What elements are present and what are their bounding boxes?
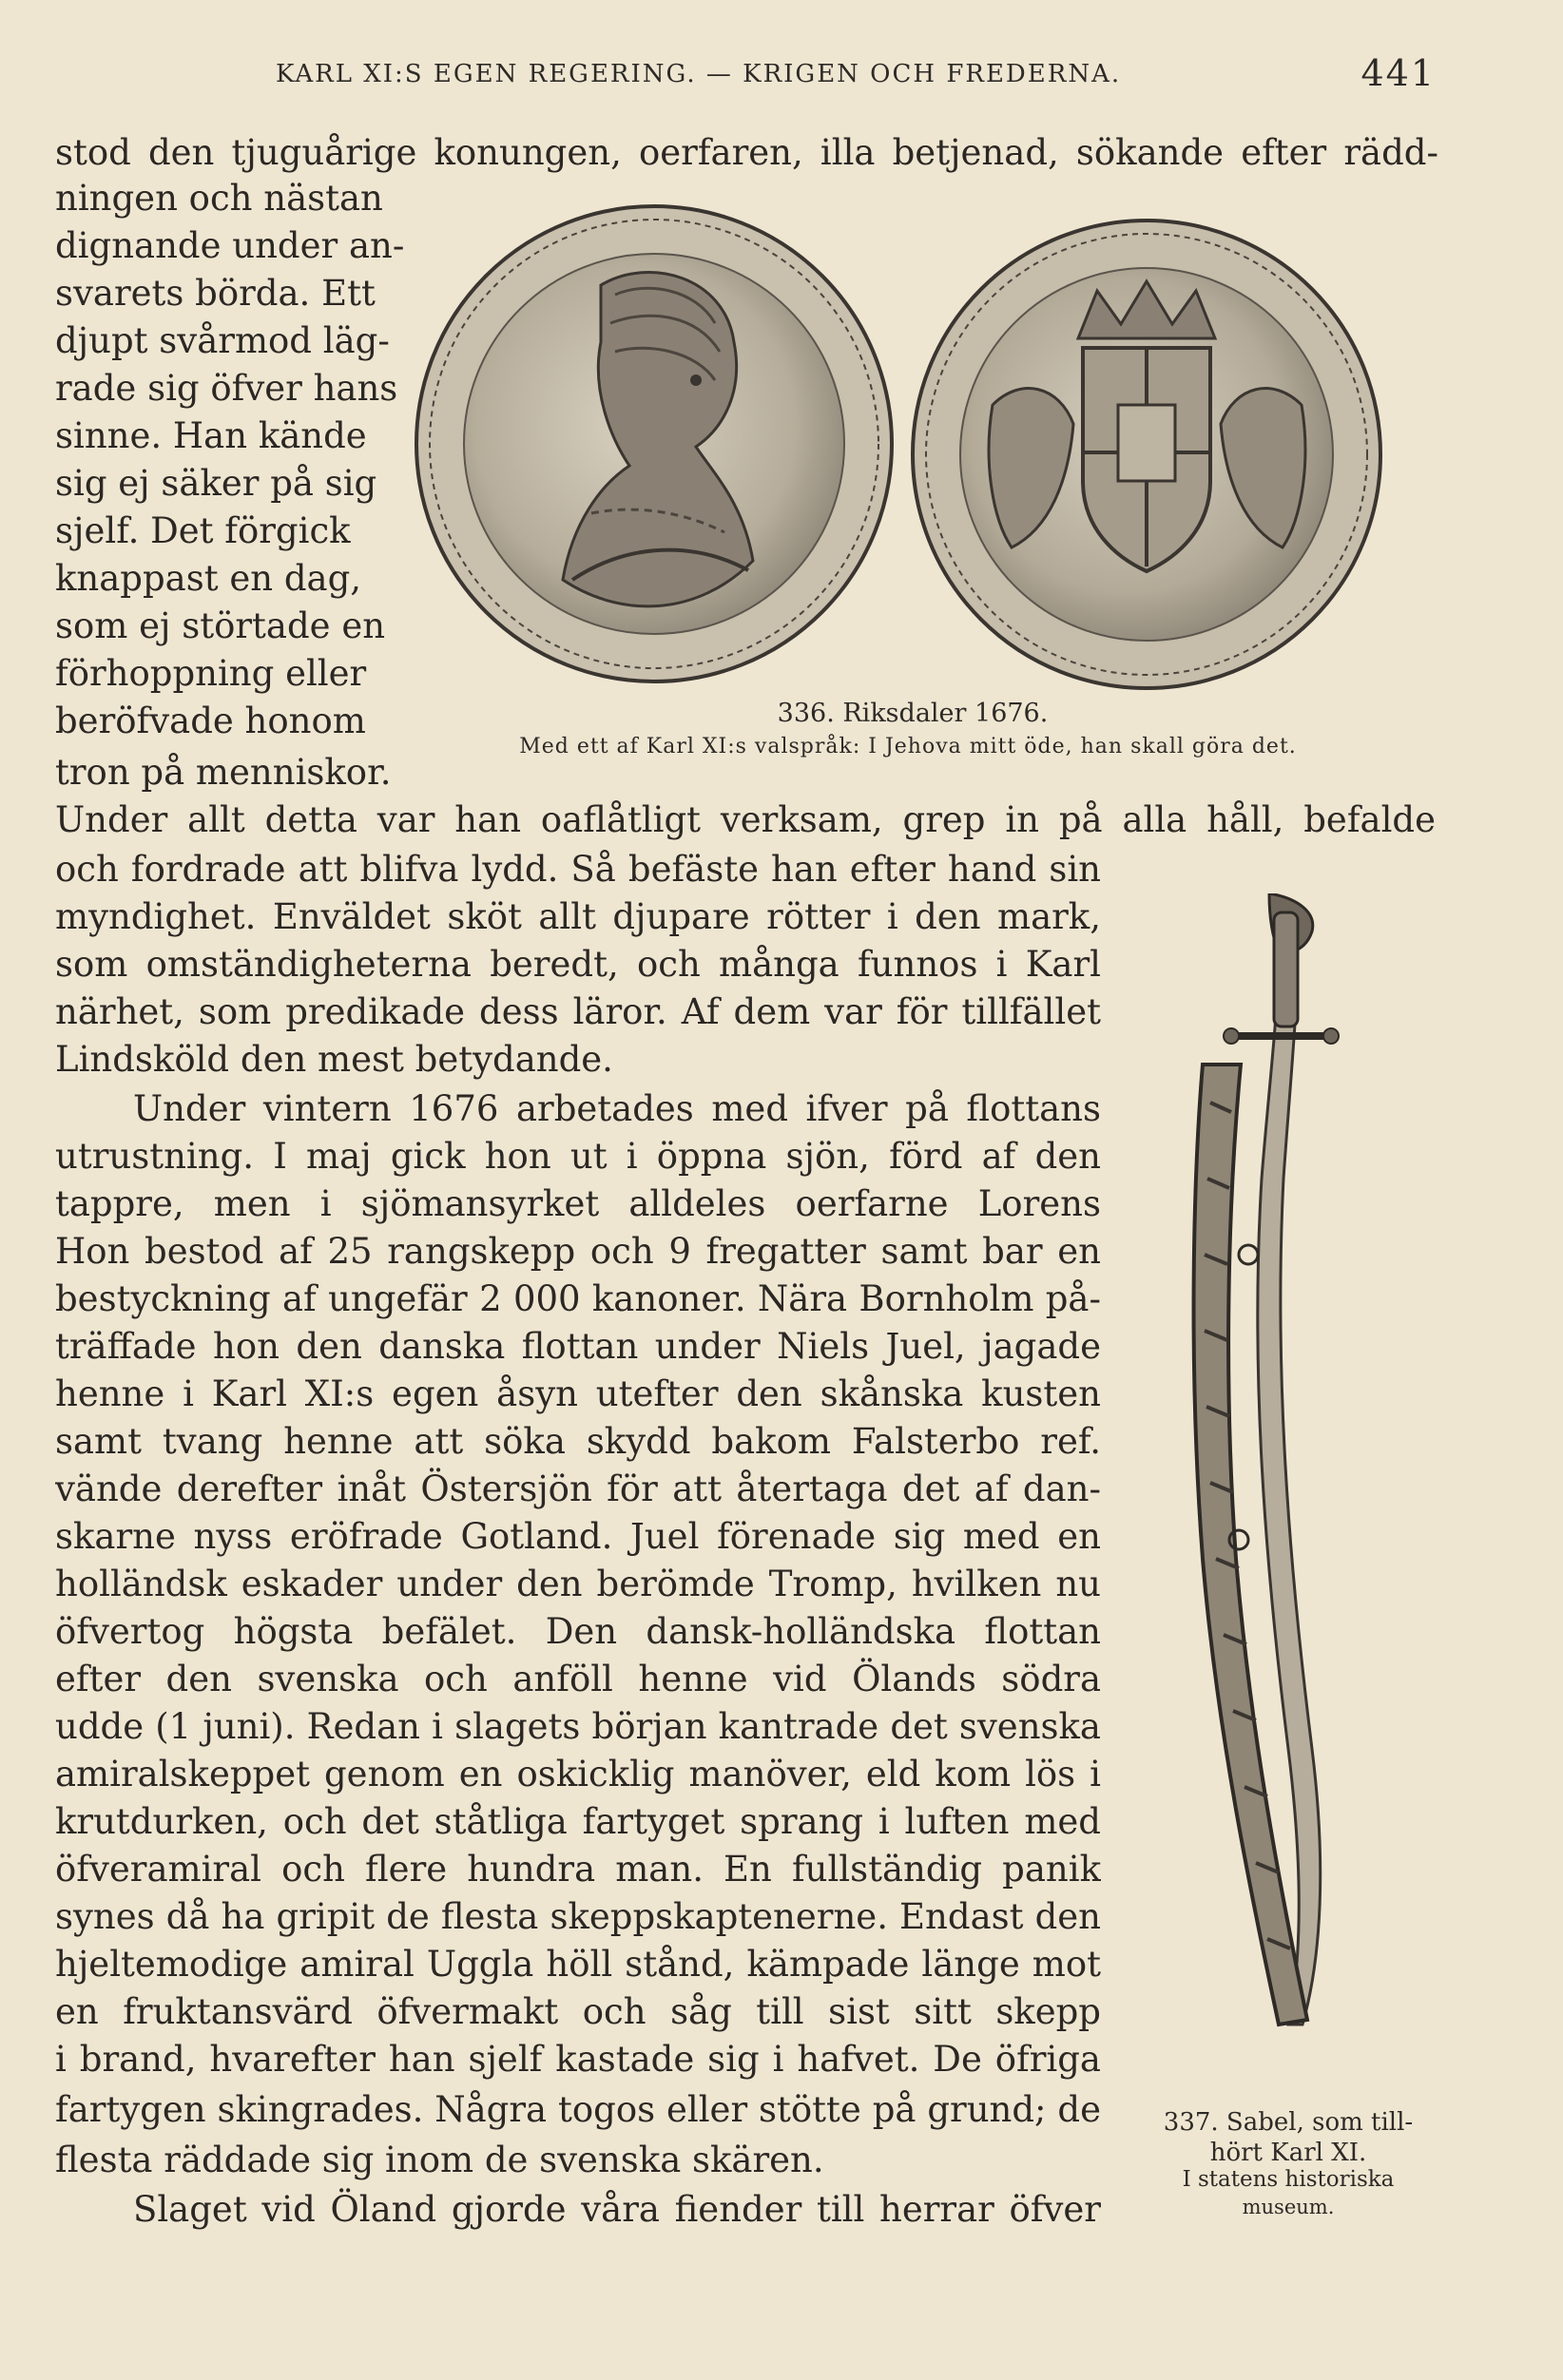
body-line: fartygen skingrades. Några togos eller stötte på grund; de xyxy=(55,2089,1101,2130)
sabre-caption-line-1: 337. Sabel, som till- xyxy=(1163,2108,1414,2137)
body-line: tron på menniskor. xyxy=(55,752,392,793)
body-line: och fordrade att blifva lydd. Så befäste han efter hand sin xyxy=(55,849,1101,890)
body-line: myndighet. Enväldet sköt allt djupare rötter i den mark, xyxy=(55,896,1101,937)
body-line: tappre, men i sjömansyrket alldeles oerfarne Lorens xyxy=(55,1183,1101,1224)
body-line: amiralskeppet genom en oskicklig manöver, eld kom lös i xyxy=(55,1754,1101,1795)
body-line: henne i Karl XI:s egen åsyn utefter den skånska kusten xyxy=(55,1373,1101,1414)
body-line: öfveramiral och flere hundra man. En fullständig panik xyxy=(55,1849,1101,1890)
coin-obverse-image xyxy=(411,200,897,689)
coin-reverse-image xyxy=(907,215,1387,695)
page-header xyxy=(276,52,1474,100)
body-line: Under vintern 1676 arbetades med ifver på flottans xyxy=(133,1088,1101,1129)
coin-caption-title: 336. Riksdaler 1676. xyxy=(777,699,1049,728)
body-line: udde (1 juni). Redan i slagets början kantrade det svenska xyxy=(55,1706,1101,1747)
body-line: förhoppning eller xyxy=(55,653,367,694)
body-line: beröfvade honom xyxy=(55,701,366,741)
body-line: svarets börda. Ett xyxy=(55,273,376,314)
body-line: närhet, som predikade dess läror. Af dem var för tillfället xyxy=(55,991,1101,1032)
body-line: Lindsköld den mest betydande. xyxy=(55,1039,613,1080)
body-line: krutdurken, och det ståtliga fartyget sprang i luften med xyxy=(55,1801,1101,1842)
sabre-caption-line-4: museum. xyxy=(1242,2196,1335,2218)
body-line: som ej störtade en xyxy=(55,605,386,646)
body-line: som omständigheterna beredt, och många funnos i Karl xyxy=(55,944,1101,985)
body-line: Hon bestod af 25 rangskepp och 9 fregatter samt bar en xyxy=(55,1231,1101,1272)
body-line: flesta räddade sig inom de svenska skären. xyxy=(55,2140,824,2180)
body-line: hjeltemodige amiral Uggla höll stånd, kämpade länge mot xyxy=(55,1944,1101,1985)
page-number: 441 xyxy=(1360,52,1436,94)
body-line: sig ej säker på sig xyxy=(55,463,377,504)
running-title: KARL XI:S EGEN REGERING. — KRIGEN OCH FREDERNA. xyxy=(276,60,1122,88)
body-line: en fruktansvärd öfvermakt och såg till sist sitt skepp xyxy=(55,1991,1101,2032)
sabre-image xyxy=(1136,893,1364,2072)
body-line: samt tvang henne att söka skydd bakom Falsterbo ref. xyxy=(55,1421,1101,1462)
body-line: sjelf. Det förgick xyxy=(55,510,351,551)
coin-caption-description: Med ett af Karl XI:s valspråk: I Jehova mitt öde, han skall göra det. xyxy=(519,735,1297,758)
body-line: stod den tjuguårige konungen, oerfaren, illa betjenad, sökande efter rädd- xyxy=(55,132,1438,173)
body-line: öfvertog högsta befälet. Den dansk-holländska flottan xyxy=(55,1611,1101,1652)
body-line: rade sig öfver hans xyxy=(55,368,398,409)
body-line: knappast en dag, xyxy=(55,558,362,599)
body-line: ningen och nästan xyxy=(55,178,383,219)
body-line: utrustning. I maj gick hon ut i öppna sjön, förd af den xyxy=(55,1136,1101,1177)
body-line: träffade hon den danska flottan under Niels Juel, jagade xyxy=(55,1326,1101,1367)
body-line: Slaget vid Öland gjorde våra fiender till herrar öfver xyxy=(133,2189,1101,2230)
body-line: synes då ha gripit de flesta skeppskaptenerne. Endast den xyxy=(55,1896,1101,1937)
body-line: djupt svårmod läg- xyxy=(55,320,390,361)
body-line: Under allt detta var han oaflåtligt verksam, grep in på alla håll, befalde xyxy=(55,799,1436,840)
body-line: efter den svenska och anföll henne vid Ölands södra xyxy=(55,1659,1101,1699)
body-line: holländsk eskader under den berömde Tromp, hvilken nu xyxy=(55,1564,1101,1604)
sabre-caption-line-2: hört Karl XI. xyxy=(1209,2139,1367,2167)
body-line: dignande under an- xyxy=(55,225,405,266)
body-line: i brand, hvarefter han sjelf kastade sig i hafvet. De öfriga xyxy=(55,2039,1101,2080)
sabre-caption-line-3: I statens historiska xyxy=(1182,2167,1395,2192)
body-line: skarne nyss eröfrade Gotland. Juel förenade sig med en xyxy=(55,1516,1101,1557)
body-line: bestyckning af ungefär 2 000 kanoner. Nära Bornholm på- xyxy=(55,1278,1101,1319)
body-line: vände derefter inåt Östersjön för att återtaga det af dan- xyxy=(55,1468,1101,1509)
body-line: sinne. Han kände xyxy=(55,415,367,456)
